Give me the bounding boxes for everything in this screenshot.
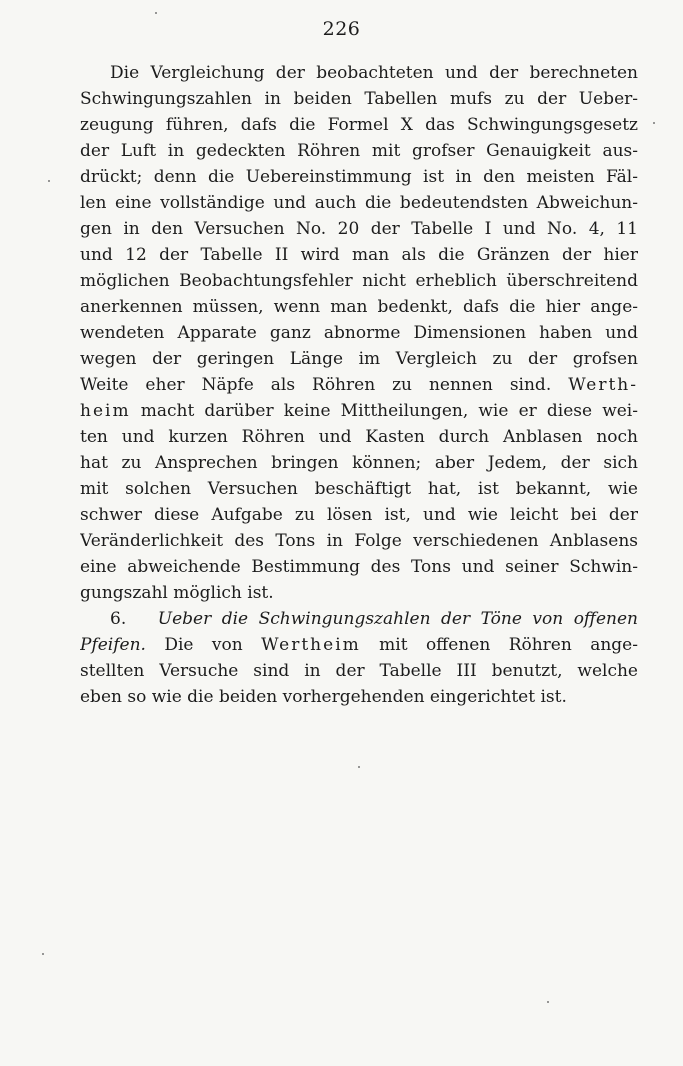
text-line: wegen der geringen Länge im Vergleich zu der grofsen (80, 349, 638, 369)
page-number: 226 (322, 18, 361, 40)
author-name: Werth- (568, 375, 638, 395)
text-line: anerkennen müssen, wenn man bedenkt, dafs die hier ange- (80, 297, 638, 317)
text-line: stellten Versuche sind in der Tabelle III benutzt, welche (80, 661, 638, 681)
text-line: eben so wie die beiden vorhergehenden eingerichtet ist. (80, 687, 567, 707)
text-line (80, 632, 638, 658)
text-line: Schwingungszahlen in beiden Tabellen mufs zu der Ueber- (80, 89, 638, 109)
text-line: gungszahl möglich ist. (80, 583, 274, 603)
text-line: mit solchen Versuchen beschäftigt hat, ist bekannt, wie (80, 479, 638, 499)
text-line: ten und kurzen Röhren und Kasten durch Anblasen noch (80, 427, 638, 447)
text-segment: mit offenen Röhren ange- (379, 635, 638, 655)
text-line: und 12 der Tabelle II wird man als die Gränzen der hier (80, 245, 638, 265)
section-heading: Ueber die Schwingungszahlen der Töne von offenen (157, 609, 638, 629)
text-line (80, 372, 638, 398)
text-line: Veränderlichkeit des Tons in Folge verschiedenen Anblasens (80, 531, 638, 551)
text-segment: Die von (164, 635, 243, 655)
body-text (80, 60, 638, 710)
text-line: drückt; denn die Uebereinstimmung ist in den meisten Fäl- (80, 167, 638, 187)
scan-speck (42, 953, 44, 955)
scan-speck (358, 766, 360, 768)
scan-speck (653, 122, 655, 124)
text-line: eine abweichende Bestimmung des Tons und seiner Schwin- (80, 557, 638, 577)
text-line: schwer diese Aufgabe zu lösen ist, und wie leicht bei der (80, 505, 638, 525)
scan-speck (547, 1001, 549, 1003)
section-heading: Pfeifen. (80, 635, 146, 655)
text-line: möglichen Beobachtungsfehler nicht erheblich überschreitend (80, 271, 638, 291)
author-name: Wertheim (261, 635, 361, 655)
section-heading-line (80, 606, 638, 632)
text-line: len eine vollständige und auch die bedeutendsten Abweichun- (80, 193, 638, 213)
paragraph-1 (80, 60, 638, 606)
text-segment: macht darüber keine Mittheilungen, wie er diese wei- (140, 401, 638, 421)
paragraph-2 (80, 606, 638, 710)
text-line: zeugung führen, dafs die Formel X das Schwingungsgesetz (80, 115, 638, 135)
text-line: wendeten Apparate ganz abnorme Dimensionen haben und (80, 323, 638, 343)
text-line: hat zu Ansprechen bringen können; aber Jedem, der sich (80, 453, 638, 473)
text-line: gen in den Versuchen No. 20 der Tabelle I und No. 4, 11 (80, 219, 638, 239)
scan-speck (155, 12, 157, 14)
author-name: heim (80, 401, 131, 421)
scan-speck (48, 180, 50, 182)
text-line (80, 398, 638, 424)
text-line: Die Vergleichung der beobachteten und der berechneten (110, 63, 638, 83)
section-number: 6. (110, 609, 127, 629)
text-segment: Weite eher Näpfe als Röhren zu nennen sind. (80, 375, 552, 395)
text-line: der Luft in gedeckten Röhren mit grofser Genauigkeit aus- (80, 141, 638, 161)
